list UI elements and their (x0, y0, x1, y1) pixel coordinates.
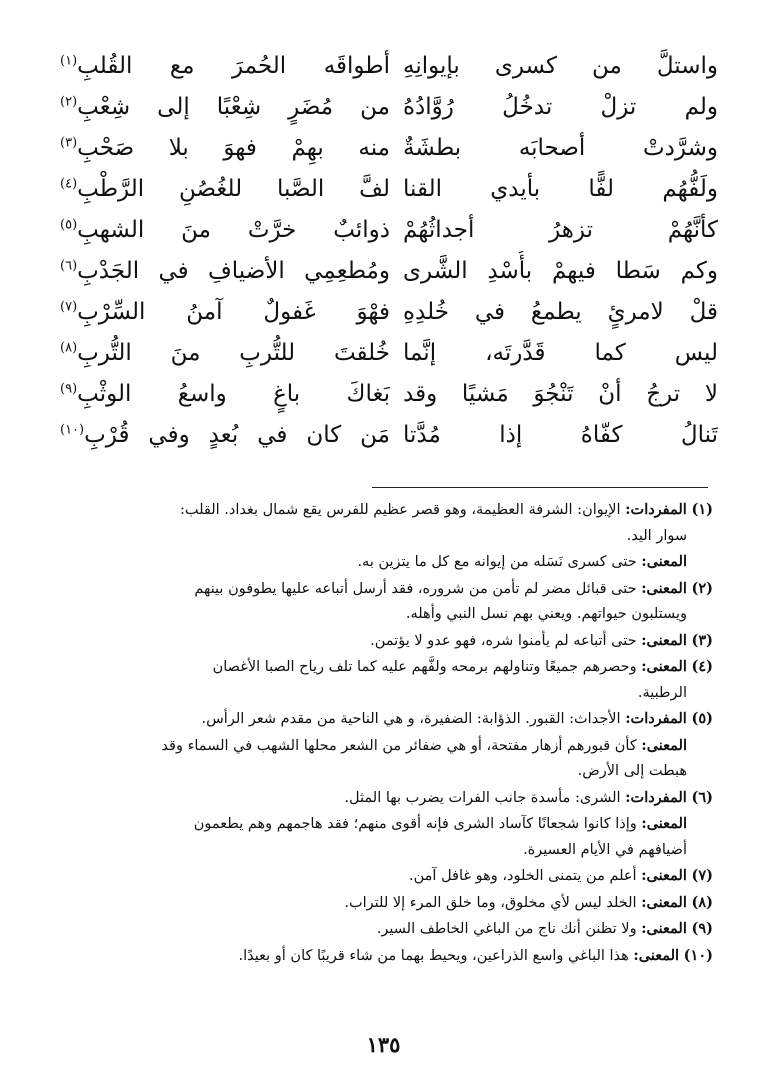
footnote-label: المعنى: (641, 815, 687, 832)
footnote-marker: (٤) (60, 176, 78, 192)
verse-text: من مُضَرٍ شِعْبًا إلى شِعْبِ (77, 94, 390, 120)
footnote-label: المعنى: (641, 553, 687, 570)
footnote (55, 890, 713, 917)
footnote-line (55, 811, 713, 838)
page-number: ١٣٥ (366, 1032, 401, 1057)
footnote-separator (372, 487, 708, 488)
verse-first-hemistich: كأنَّهُمْ تزهرُ أجداثُهُمْ (403, 217, 718, 243)
verse-first-hemistich: ولم تزلْ تدخُلُ رُوَّادُهُ (403, 94, 718, 120)
footnote (55, 628, 713, 655)
footnote-label: المعنى: (641, 920, 687, 937)
verse-second-hemistich (60, 415, 390, 456)
footnote-text: حتى كسرى نَسَله من إيوانه مع كل ما يتزين به. (357, 554, 637, 570)
footnote-text: ويستلبون حيواتهم. ويعني بهم نسل النبي وأهله. (405, 606, 687, 622)
footnote-line (55, 943, 713, 970)
poem-verse (60, 251, 718, 292)
footnote-label: المفردات: (625, 710, 687, 727)
footnote-label: المعنى: (641, 658, 687, 675)
poem-verse (60, 128, 718, 169)
footnote (55, 943, 713, 970)
footnote (55, 706, 713, 785)
footnote (55, 785, 713, 864)
footnote-number: (٢) (691, 579, 713, 597)
footnote-text: ولا تظنن أنك ناج من الباغي الخاطف السير. (376, 921, 637, 937)
footnote-marker: (٢) (60, 94, 78, 110)
footnote (55, 497, 713, 576)
footnote-line (55, 759, 713, 785)
footnote-text: حتى أتباعه لم يأمنوا شره، فهو عدو لا يؤتمن. (370, 632, 637, 649)
verse-second-hemistich (60, 46, 390, 87)
verse-second-hemistich (60, 333, 390, 374)
verse-second-hemistich (60, 210, 390, 251)
footnote-text: هذا الباغي واسع الذراعين، ويحيط بهما من شاء قريبًا كان أو بعيدًا. (238, 947, 629, 964)
footnote-number: (٧) (691, 867, 713, 884)
verse-first-hemistich: ولَفُّهُم لفًّا بأيدي القنا (403, 176, 718, 202)
footnote-text: الأجداث: القبور. الذؤابة: الضفيرة، و هي الناحية من مقدم شعر الرأس. (201, 711, 621, 727)
verse-first-hemistich: لا ترجُ أنْ تَنْجُوَ مَشيًا وقد (403, 381, 718, 407)
footnotes (55, 497, 713, 969)
footnote-line (55, 706, 713, 733)
footnote-text: حتى قبائل مضر لم تأمن من شروره، فقد أرسل أتباعه عليها يطوفون بينهم (194, 580, 637, 597)
poem-verse (60, 374, 718, 415)
poem-verse (60, 292, 718, 333)
verse-second-hemistich (60, 251, 390, 292)
verse-text: أطواقَه الحُمرَ مع القُلبِ (77, 53, 390, 79)
footnote (55, 576, 713, 628)
footnote-marker: (٧) (60, 299, 78, 315)
footnote-line (55, 628, 713, 655)
footnote-label: المعنى: (641, 579, 687, 597)
footnote-text: وحصرهم جميعًا وتناولهم برمحه ولفَّهم عليه كما تلف رياح الصبا الأغصان (212, 659, 637, 675)
footnote-text: كأن قبورهم أزهار مفتحة، أو هي ضفائر من الشعر محلها الشهب في السماء وقد (161, 737, 637, 754)
footnote-label: المفردات: (625, 501, 687, 518)
footnote-line (55, 524, 713, 550)
poem-verse (60, 210, 718, 251)
verse-first-hemistich: وكم سَطا فيهمْ بأُسْدِ الشَّرى (403, 258, 718, 284)
footnote-line (55, 890, 713, 917)
footnote-label: المعنى: (641, 631, 687, 649)
footnote-number: (٦) (691, 788, 713, 806)
footnote-marker: (٦) (60, 258, 78, 274)
footnote-label: المعنى: (641, 736, 687, 754)
footnote-line (55, 838, 713, 864)
footnote-line (55, 576, 713, 603)
poem-verse (60, 46, 718, 87)
verse-second-hemistich (60, 374, 390, 415)
verse-text: بَغاكَ باغٍ واسعُ الوثْبِ (77, 381, 390, 407)
footnote-label: المعنى: (641, 893, 687, 911)
footnote (55, 916, 713, 943)
footnote-marker: (٣) (60, 135, 78, 151)
footnote-line (55, 733, 713, 760)
poem-verse (60, 87, 718, 128)
footnote-marker: (٨) (60, 340, 78, 356)
footnote-number: (٤) (691, 658, 713, 675)
poem-verse (60, 415, 718, 456)
footnote-line (55, 497, 713, 524)
verse-second-hemistich (60, 169, 390, 210)
footnote-text: سوار اليد. (626, 527, 687, 544)
footnote (55, 654, 713, 706)
footnote-label: المعنى: (641, 867, 687, 884)
footnote-line (55, 654, 713, 681)
verse-text: فهْوَ غَفولٌ آمنُ السِّرْبِ (77, 299, 390, 325)
verse-first-hemistich: قلْ لامرئٍ يطمعُ في خُلدِهِ (403, 299, 718, 325)
footnote-line (55, 863, 713, 890)
footnote-label: المعنى: (633, 946, 680, 964)
verse-text: ذوائبٌ خرَّتْ منَ الشهبِ (77, 217, 390, 243)
footnote-number: (٣) (691, 631, 713, 649)
footnote-marker: (٥) (60, 217, 78, 233)
verse-second-hemistich (60, 292, 390, 333)
footnote-text: الشرى: مأسدة جانب الفرات يضرب بها المثل. (344, 789, 621, 806)
poem-verse (60, 333, 718, 374)
footnote-number: (٥) (691, 710, 713, 727)
verse-first-hemistich: واستلَّ من كسرى بإيوانِهِ (403, 53, 718, 79)
footnote-label: المفردات: (625, 788, 687, 806)
verse-text: منه بهِمْ فهوَ بلا صَحْبِ (77, 135, 390, 161)
footnote-text: الإيوان: الشرفة العظيمة، وهو قصر عظيم للفرس يقع شمال بغداد. القلب: (179, 502, 621, 518)
verse-first-hemistich: ليس كما قَدَّرتَه، إنَّما (403, 340, 718, 366)
footnote-text: الخلد ليس لأي مخلوق، وما خلق المرء إلا للتراب. (344, 894, 637, 911)
verse-second-hemistich (60, 87, 390, 128)
footnote-line (55, 602, 713, 628)
footnote-number: (١٠) (683, 946, 713, 964)
footnote-line (55, 681, 713, 707)
footnote (55, 863, 713, 890)
verse-text: لفَّ الصَّبا للغُصُنِ الرَّطْبِ (77, 176, 390, 202)
footnote-text: وإذا كانوا شجعانًا كآساد الشرى فإنه أقوى منهم؛ فقد هاجمهم وهم يطعمون (193, 816, 637, 832)
verse-text: ومُطعِمِي الأضيافِ في الجَدْبِ (77, 258, 390, 284)
footnote-marker: (١٠) (60, 422, 85, 438)
footnote-text: الرطبية. (637, 684, 687, 701)
footnote-line (55, 785, 713, 812)
footnote-text: أعلم من يتمنى الخلود، وهو غافل آمن. (409, 868, 637, 884)
footnote-line (55, 549, 713, 576)
footnote-text: أضيافهم في الأيام العسيرة. (523, 841, 687, 858)
footnote-number: (١) (691, 501, 713, 518)
footnote-text: هبطت إلى الأرض. (577, 763, 687, 779)
footnote-marker: (١) (60, 53, 78, 69)
verse-first-hemistich: تَنالُ كفّاهُ إذا مُدَّتا (403, 422, 718, 448)
footnote-marker: (٩) (60, 381, 78, 397)
poem (60, 46, 718, 456)
verse-text: خُلقتَ للتُّربِ منَ التُّربِ (77, 340, 390, 366)
footnote-line (55, 916, 713, 943)
poem-verse (60, 169, 718, 210)
verse-text: مَن كان في بُعدٍ وفي قُرْبِ (84, 422, 390, 448)
footnote-number: (٩) (691, 920, 713, 937)
footnote-number: (٨) (691, 893, 713, 911)
verse-first-hemistich: وشرَّدتْ أصحابَه بطشَةٌ (403, 135, 718, 161)
verse-second-hemistich (60, 128, 390, 169)
